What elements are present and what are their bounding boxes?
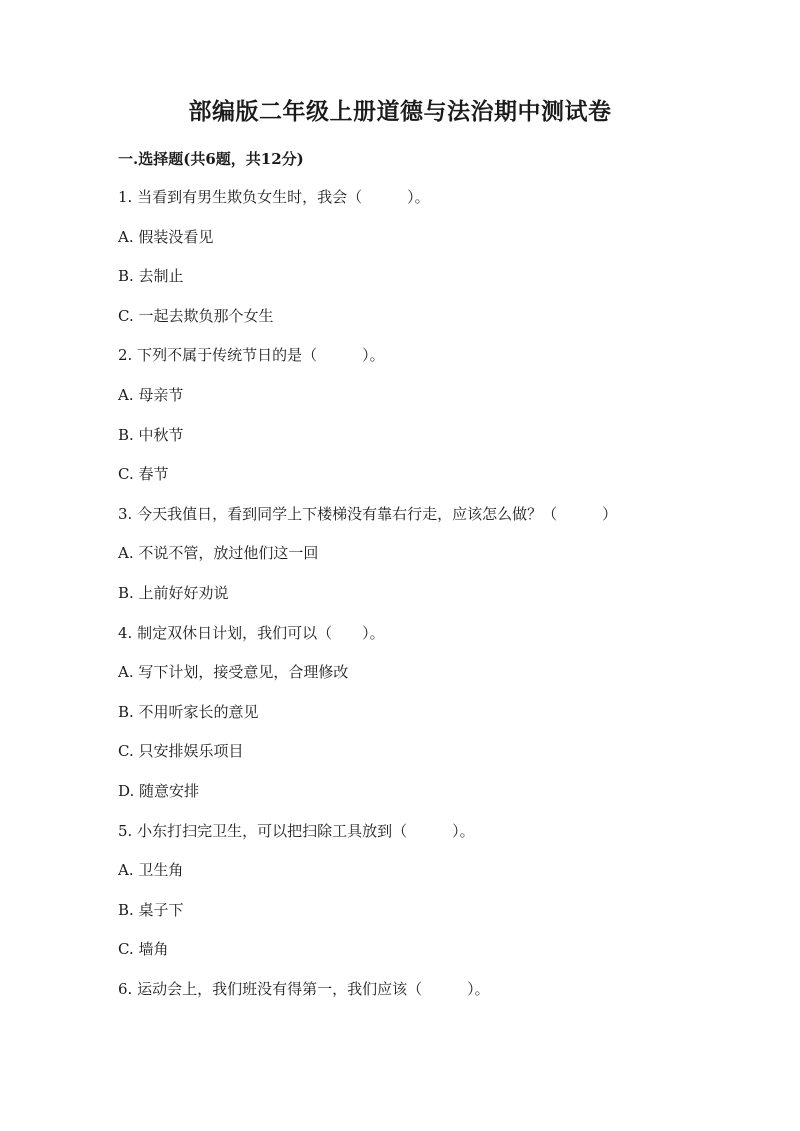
page-title: 部编版二年级上册道德与法治期中测试卷 [188,98,612,125]
question-4-option-a: A. 写下计划，接受意见，合理修改 [118,663,349,682]
question-5-option-b: B. 桌子下 [118,900,184,919]
question-2-option-a: A. 母亲节 [118,385,184,404]
question-6: 6. 运动会上，我们班没有得第一，我们应该（ ）。 [118,979,490,998]
question-2-option-b: B. 中秋节 [118,425,184,444]
question-1-option-a: A. 假装没看见 [118,227,214,246]
question-5: 5. 小东打扫完卫生，可以把扫除工具放到（ ）。 [118,821,475,840]
question-2-option-c: C. 春节 [118,465,169,484]
question-3-option-a: A. 不说不管，放过他们这一回 [118,544,319,563]
question-4-option-b: B. 不用听家长的意见 [118,702,259,721]
question-1-option-b: B. 去制止 [118,267,184,286]
question-3: 3. 今天我值日，看到同学上下楼梯没有靠右行走，应该怎么做？（ ） [118,504,618,523]
question-4-option-d: D. 随意安排 [118,781,200,800]
question-list [118,186,718,1017]
question-3-option-b: B. 上前好好劝说 [118,583,229,602]
question-1: 1. 当看到有男生欺负女生时，我会（ ）。 [118,188,430,206]
question-5-option-c: C. 墙角 [118,940,169,959]
section-heading: 一.选择题(共6题，共12分) [118,150,304,168]
question-2: 2. 下列不属于传统节日的是（ ）。 [118,346,385,365]
question-4-option-c: C. 只安排娱乐项目 [118,742,244,761]
question-4: 4. 制定双休日计划，我们可以（ ）。 [118,623,385,642]
question-5-option-a: A. 卫生角 [118,861,184,880]
question-1-option-c: C. 一起去欺负那个女生 [118,306,274,325]
